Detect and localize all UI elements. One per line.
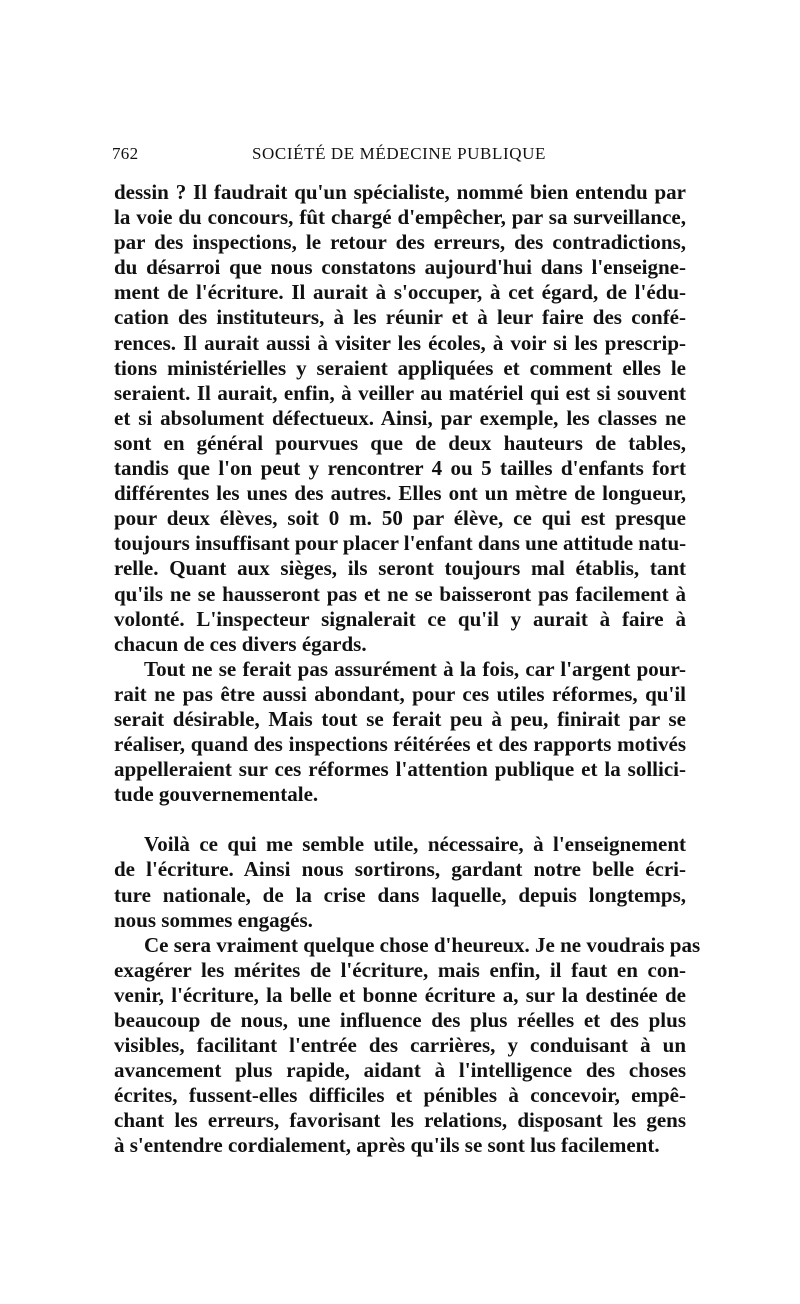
text-line: par des inspections, le retour des erreurs, des contradictions, (114, 230, 686, 255)
text-line: la voie du concours, fût chargé d'empêcher, par sa surveillance, (114, 205, 686, 230)
text-line: qu'ils ne se hausseront pas et ne se baisseront pas facilement à (114, 581, 686, 606)
body-text (114, 180, 701, 1159)
paragraph-1 (114, 180, 686, 657)
text-line: avancement plus rapide, aidant à l'intelligence des choses (114, 1058, 686, 1083)
text-line: venir, l'écriture, la belle et bonne écriture a, sur la destinée de (114, 982, 686, 1007)
text-line: toujours insuffisant pour placer l'enfant dans une attitude natu- (114, 531, 687, 556)
text-line: différentes les unes des autres. Elles ont un mètre de longueur, (114, 481, 686, 506)
text-line: chacun de ces divers égards. (114, 631, 367, 656)
text-line: beaucoup de nous, une influence des plus réelles et des plus (114, 1008, 686, 1032)
text-line: ture nationale, de la crise dans laquelle, depuis longtemps, (114, 882, 686, 907)
text-line: relle. Quant aux sièges, ils seront toujours mal établis, tant (114, 556, 686, 581)
text-line: serait désirable, Mais tout se ferait peu à peu, finirait par se (114, 706, 686, 731)
text-line: et si absolument défectueux. Ainsi, par exemple, les classes ne (114, 405, 686, 430)
text-line: tude gouvernementale. (114, 782, 319, 807)
text-line: cation des instituteurs, à les réunir et à leur faire des confé- (114, 305, 686, 330)
text-line: Ce sera vraiment quelque chose d'heureux. Je ne voudrais pas (144, 932, 701, 957)
text-line: volonté. L'inspecteur signalerait ce qu'il y aurait à faire à (114, 606, 686, 631)
text-line: dessin ? Il faudrait qu'un spécialiste, nommé bien entendu par (114, 180, 686, 204)
paragraph-4 (114, 932, 701, 1159)
paragraph-3 (114, 832, 686, 932)
text-line: rait ne pas être aussi abondant, pour ces utiles réformes, qu'il (114, 681, 686, 706)
paragraph-2 (114, 657, 686, 808)
text-line: à s'entendre cordialement, après qu'ils se sont lus facilement. (114, 1133, 660, 1158)
text-line: Voilà ce qui me semble utile, nécessaire, à l'enseignement (144, 832, 686, 857)
text-line: sont en général pourvues que de deux hauteurs de tables, (114, 430, 686, 455)
section-break (114, 807, 686, 832)
text-line: tandis que l'on peut y rencontrer 4 ou 5 tailles d'enfants fort (114, 456, 686, 481)
text-line: visibles, facilitant l'entrée des carrières, y conduisant à un (114, 1033, 686, 1058)
text-line: écrites, fussent-elles difficiles et pénibles à concevoir, empê- (114, 1083, 686, 1108)
text-line: seraient. Il aurait, enfin, à veiller au matériel qui est si souvent (114, 380, 686, 405)
text-line: rences. Il aurait aussi à visiter les écoles, à voir si les prescrip- (114, 330, 686, 355)
page-number: 762 (112, 144, 139, 163)
text-line: appelleraient sur ces réformes l'attention publique et la sollici- (114, 757, 686, 782)
running-title: SOCIÉTÉ DE MÉDECINE PUBLIQUE (252, 144, 546, 163)
text-line: réaliser, quand des inspections réitérées et des rapports motivés (114, 732, 686, 757)
text-line: chant les erreurs, favorisant les relations, disposant les gens (114, 1108, 686, 1133)
text-line: Tout ne se ferait pas assurément à la fois, car l'argent pour- (144, 656, 686, 681)
text-line: pour deux élèves, soit 0 m. 50 par élève, ce qui est presque (114, 506, 686, 531)
running-header (112, 144, 686, 166)
text-line: ment de l'écriture. Il aurait à s'occuper, à cet égard, de l'édu- (114, 280, 686, 305)
text-line: tions ministérielles y seraient appliquées et comment elles le (114, 355, 686, 380)
text-line: nous sommes engagés. (114, 907, 313, 932)
text-line: de l'écriture. Ainsi nous sortirons, gardant notre belle écri- (114, 857, 686, 882)
text-line: exagérer les mérites de l'écriture, mais enfin, il faut en con- (114, 957, 686, 982)
text-line: du désarroi que nous constatons aujourd'hui dans l'enseigne- (114, 255, 686, 280)
